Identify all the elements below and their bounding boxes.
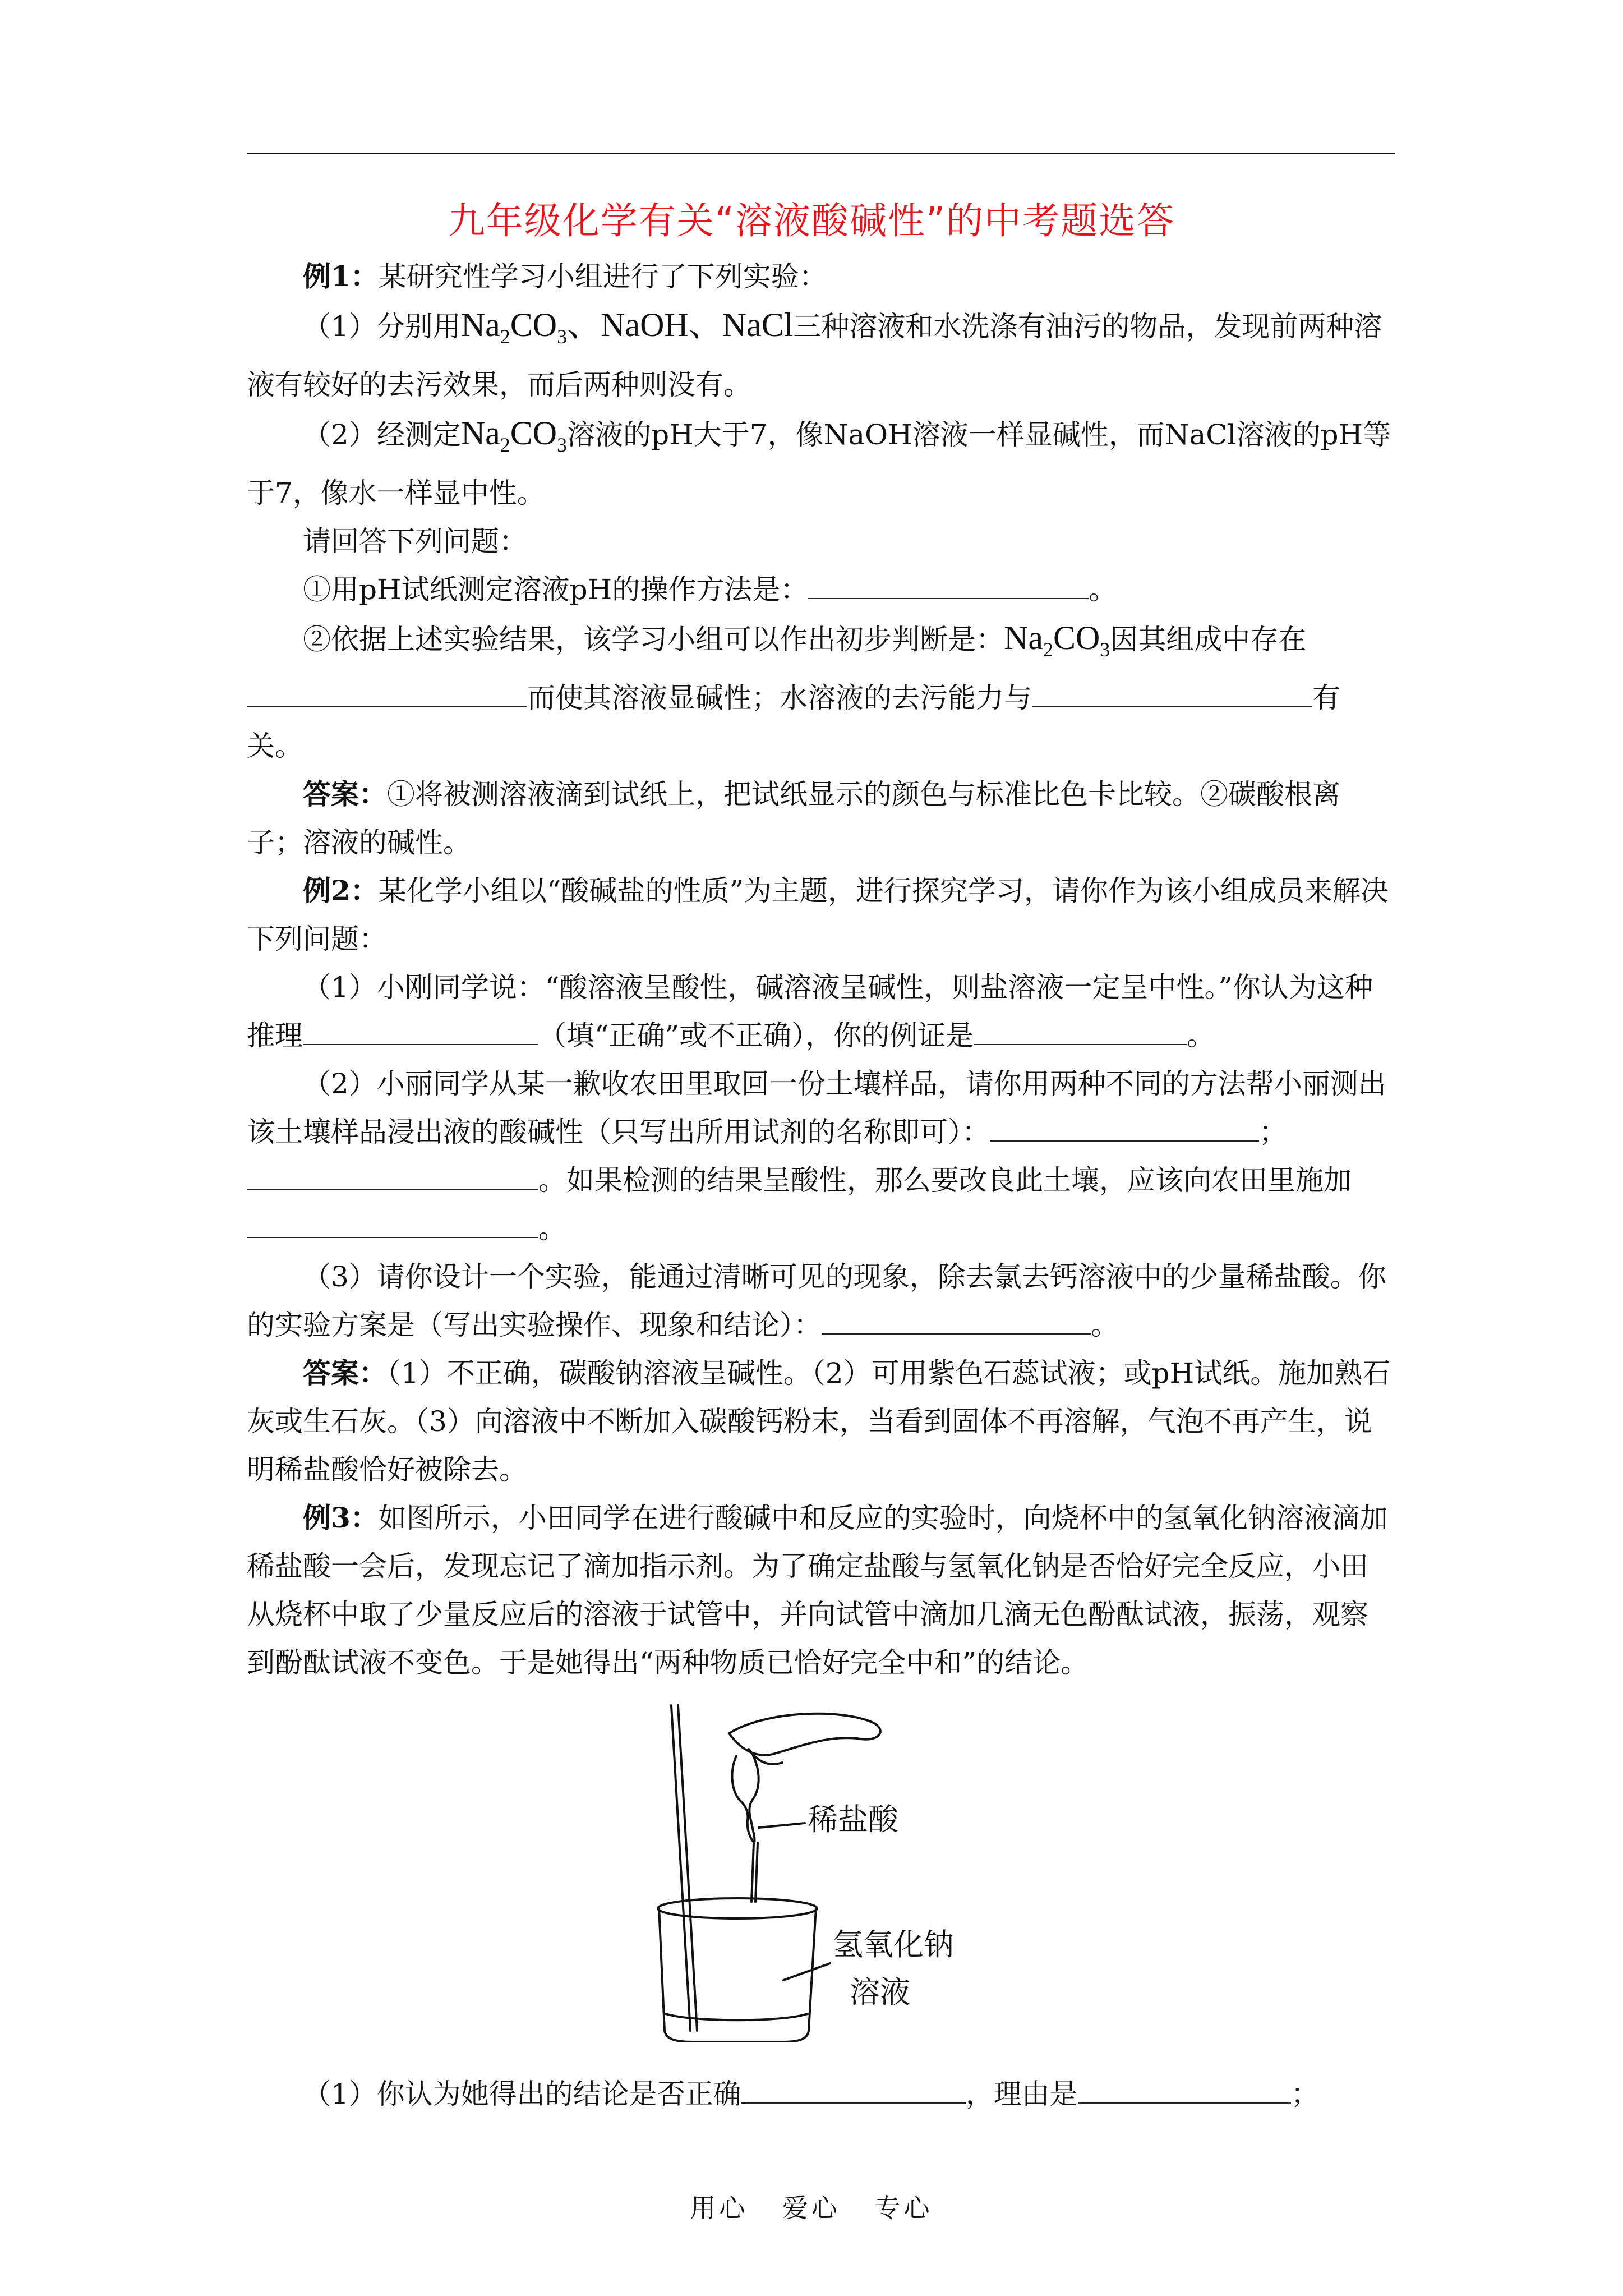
answer-blank[interactable]: [822, 1304, 1091, 1335]
ex3-q1: （1）你认为她得出的结论是否正确 ，理由是 ；: [247, 2070, 1395, 2118]
ex1-intro: 例1：某研究性学习小组进行了下列实验：: [303, 260, 827, 293]
answer-blank[interactable]: [741, 2073, 966, 2104]
ex1-step2: （2）经测定$Na_2CO_3$溶液的pH大于7，像NaOH溶液一样显碱性，而NaCl溶液的pH等于7，像水一样显中性。: [247, 415, 1391, 509]
document-body: [247, 252, 1395, 1687]
footer-text: 爱心: [782, 2193, 841, 2223]
ex1-ask: 请回答下列问题：: [303, 525, 527, 558]
label-naoh-2: 溶液: [850, 1975, 910, 2010]
answer-blank[interactable]: [247, 677, 527, 707]
na2co3-formula: $Na_2CO_3$: [460, 415, 568, 456]
beaker-icon: [659, 1907, 816, 2042]
ex2-label: 例2：: [303, 874, 379, 907]
na2co3-formula: $Na_2CO_3$: [1004, 619, 1110, 661]
answer-blank[interactable]: [990, 1111, 1259, 1142]
answer-blank[interactable]: [1078, 2073, 1291, 2104]
ex1-q2: ②依据上述实验结果，该学习小组可以作出初步判断是：$Na_2CO_3$因其组成中存在 而使其溶液显碱性；水溶液的去污能力与 有关。: [247, 619, 1340, 762]
answer-blank[interactable]: [974, 1015, 1187, 1045]
beaker-experiment-figure: [637, 1700, 1029, 2042]
dropper-icon: [732, 1756, 754, 1843]
na2co3-formula: $Na_2CO_3$、NaOH、NaCl: [460, 306, 794, 348]
ex1-answer: 答案：①将被测溶液滴到试纸上，把试纸显示的颜色与标准比色卡比较。②碳酸根离子；溶液的碱性。: [247, 777, 1340, 859]
label-naoh-1: 氢氧化钠: [833, 1927, 954, 1962]
ex3-intro: 例3：如图所示，小田同学在进行酸碱中和反应的实验时，向烧杯中的氢氧化钠溶液滴加稀盐酸一会后，发现忘记了滴加指示剂。为了确定盐酸与氢氧化钠是否恰好完全反应，小田从烧杯中取了少量反应后的溶液于试管中，并向试管中滴加几滴无色酚酞试液，振荡，观察到酚酞试液不变色。于是她得出“两种物质已恰好完全中和”的结论。: [247, 1501, 1388, 1679]
answer-blank[interactable]: [1032, 677, 1312, 707]
footer-text: 专心: [874, 2193, 933, 2223]
ex1-q1: ①用pH试纸测定溶液pH的操作方法是： 。: [247, 565, 1395, 614]
ex1-step1: （1）分别用$Na_2CO_3$、NaOH、NaCl三种溶液和水洗涤有油污的物品，发现前两种溶液有较好的去污效果，而后两种则没有。: [247, 306, 1382, 401]
hand-icon: [729, 1714, 880, 1755]
answer-blank[interactable]: [247, 1208, 538, 1238]
ex2-answer: 答案：（1）不正确，碳酸钠溶液呈碱性。（2）可用紫色石蕊试液；或pH试纸。施加熟石灰或生石灰。（3）向溶液中不断加入碳酸钙粉末，当看到固体不再溶解，气泡不再产生，说明稀盐酸恰好被除去。: [247, 1356, 1391, 1486]
ex3-questions: [247, 2070, 1395, 2118]
ex1-label: 例1：: [303, 260, 379, 293]
ex2-s2: （2）小丽同学从某一歉收农田里取回一份土壤样品，请你用两种不同的方法帮小丽测出该土壤样品浸出液的酸碱性（只写出所用试剂的名称即可）： ；。如果检测的结果呈酸性，那么要改良此土壤，应该向农田里施加。: [247, 1068, 1386, 1245]
answer-blank[interactable]: [303, 1015, 538, 1045]
header-rule: [247, 153, 1395, 154]
answer-blank[interactable]: [808, 569, 1089, 599]
label-dilute-hcl: 稀盐酸: [808, 1802, 898, 1837]
beaker-drawing: [658, 1705, 880, 2042]
page-title: 九年级化学有关“溶液酸碱性”的中考题选答: [448, 199, 1175, 242]
ex2-s3: （3）请你设计一个实验，能通过清晰可见的现象，除去氯去钙溶液中的少量稀盐酸。你的实验方案是（写出实验操作、现象和结论）： 。: [247, 1260, 1386, 1341]
ex3-label: 例3：: [303, 1501, 379, 1534]
page-footer: [0, 2188, 1623, 2225]
ex2-s1: （1）小刚同学说：“酸溶液呈酸性，碱溶液呈碱性，则盐溶液一定呈中性。”你认为这种推理 （填“正确”或不正确），你的例证是 。: [247, 971, 1373, 1052]
answer-blank[interactable]: [247, 1159, 538, 1190]
ex2-intro: 例2：某化学小组以“酸碱盐的性质”为主题，进行探究学习，请你作为该小组成员来解决下列问题：: [247, 874, 1389, 955]
footer-text: 用心: [690, 2193, 749, 2223]
